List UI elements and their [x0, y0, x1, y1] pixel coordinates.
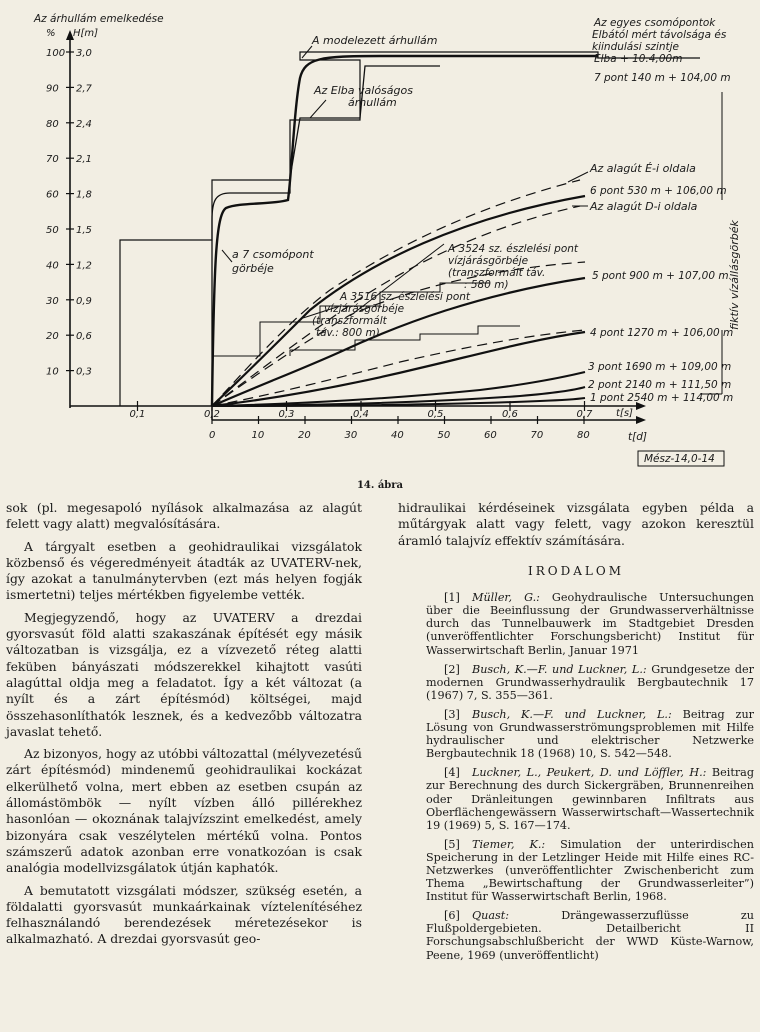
- reference-text: Beitrag zur Berechnung des durch Sickergräben, Brunnenreihen oder Dränleitungen gewinnbaren Infiltrats aus Oberflächengewässern Wasserwirtschaft—Wassertechnik 19 (1969) 5, S. 167—174.: [426, 766, 754, 832]
- reference-item: [398, 838, 754, 903]
- elba-wave-label-2: árhullám: [348, 96, 397, 109]
- y-tick-label-percent: 30: [46, 295, 59, 307]
- well3516-label-2: vízjárásgörbéje: [324, 303, 405, 315]
- elba-real-wave: [212, 66, 440, 406]
- leader-elba: [310, 100, 326, 118]
- well3516-label-4: táv.: 800 m): [316, 327, 380, 339]
- well3516-label-1: A 3516 sz. észlelési pont: [340, 291, 471, 303]
- point-label: 5 pont 900 m + 107,00 m: [592, 270, 729, 282]
- y-tick-label-height: 0,6: [76, 331, 92, 343]
- x-tick-label-time: 0,3: [278, 409, 295, 420]
- y-tick-label-height: 2,7: [76, 83, 92, 95]
- x-tick-label-time: 0,4: [353, 409, 369, 420]
- top-right-note-4: Elba + 10.4,00m: [594, 53, 683, 65]
- x-tick-label-days: 20: [298, 430, 311, 441]
- well3524-label-3: (transzformált táv.: [448, 267, 546, 279]
- figure-caption: 14. ábra: [356, 480, 404, 491]
- y-tick-label-percent: 40: [46, 260, 59, 272]
- reference-text: Grundgesetze der modernen Grundwasserhydraulik Bergbautechnik 17 (1967) 7, S. 355—361.: [426, 662, 754, 702]
- figure-code: Mész-14,0-14: [644, 453, 715, 465]
- node-curve-label-1: a 7 csomópont: [232, 248, 314, 261]
- well3524-curve: [212, 262, 585, 406]
- top-right-note-3: kiindulási szintje: [592, 41, 680, 53]
- reference-number: [1]: [444, 591, 460, 605]
- well3524-label-2: vízjárásgörbéje: [448, 255, 529, 267]
- model-wave-label: A modelezett árhullám: [312, 34, 438, 47]
- well3524-label-4: : 580 m): [464, 279, 509, 291]
- x-tick-label-days: 10: [251, 430, 265, 441]
- x-tick-label-days: 80: [577, 430, 590, 441]
- paragraph: A bemutatott vizsgálati módszer, szükség esetén, a földalatti gyorsvasút munkaárkainak víztelenítéséhez felhasználandó berendezések méretezésekor is alkalmazható. A drezdai gyorsvasút geo-: [6, 882, 362, 947]
- tunnel-south-label: Az alagút D-i oldala: [590, 200, 698, 213]
- x-tick-label-days: 70: [530, 430, 544, 441]
- y-tick-label-height: 1,8: [76, 189, 92, 201]
- node-curve-label-2: görbéje: [232, 262, 274, 275]
- y-unit-percent: %: [46, 28, 56, 39]
- reference-item: [398, 909, 754, 961]
- x-unit-days: t[d]: [628, 431, 647, 443]
- modelled-wave-7-curve: [212, 56, 598, 406]
- right-column: [398, 500, 754, 968]
- reference-number: [3]: [444, 707, 460, 721]
- elba-step-hydrograph: [120, 52, 700, 406]
- reference-item: [398, 591, 754, 656]
- paragraph: A tárgyalt esetben a geohidraulikai vizsgálatok közbenső és végeredményeit átadták az UVATERV-nek, így azokat a tanulmánytervben (ezt más helyen fogják ismertetni) teljes mértékben figyelembe vették.: [6, 538, 362, 603]
- reference-list: [398, 591, 754, 961]
- reference-authors: Tiemer, K.:: [472, 837, 546, 851]
- point-labels: [588, 72, 733, 404]
- x-tick-label-time: 0,2: [204, 409, 220, 420]
- y-tick-label-percent: 70: [46, 154, 59, 166]
- y-tick-label-percent: 100: [46, 48, 66, 59]
- y-tick-label-percent: 60: [46, 189, 59, 201]
- reference-number: [4]: [444, 766, 460, 780]
- y-tick-label-height: 1,2: [76, 260, 92, 272]
- paragraph: Megjegyzendő, hogy az UVATERV a drezdai gyorsvasút föld alatti szakaszának építését egy másik változatban is vizsgálja, ez a vízvezető réteg alatti feküben bányászati módszerekkel kihajtott vasúti alagúttal oldja meg a feladatot. Így a két változat (a nyílt és a zárt építésmód) költségei, majd összehasonlíthatók lesznek, és a kedvezőbb változatra javaslat tehető.: [6, 609, 362, 739]
- elba-wave-label-1: Az Elba valóságos: [314, 84, 413, 97]
- y-axis-title: Az árhullám emelkedése: [34, 13, 164, 25]
- x-tick-label-time: 0,7: [576, 409, 593, 420]
- x-axis-days-arrow: [636, 416, 646, 424]
- reference-number: [2]: [444, 662, 460, 676]
- x-unit-time: t[s]: [616, 408, 633, 419]
- well3516-label-3: (transzformált: [312, 315, 387, 327]
- x-tick-label-days: 30: [344, 430, 358, 441]
- y-tick-label-percent: 20: [46, 331, 59, 343]
- reference-text: Beitrag zur Lösung von Grundwasserströmungsproblemen mit Hilfe hydraulischer und elektrischer Netzwerke Bergbautechnik 18 (1968) 10, S. 542—548.: [426, 707, 754, 761]
- x-tick-label-days: 60: [484, 430, 497, 441]
- paragraph: sok (pl. megesapoló nyílások alkalmazása az alagút felett vagy alatt) megvalósítására.: [6, 500, 362, 532]
- figure-14: [0, 0, 760, 470]
- reference-authors: Busch, K.—F. und Luckner, L.:: [472, 662, 647, 676]
- reference-authors: Busch, K.—F. und Luckner, L.:: [472, 707, 672, 721]
- y-unit-height: H[m]: [73, 28, 99, 39]
- reference-text: Geohydraulische Untersuchungen über die Beeinflussung der Grundwasserverhältnisse durch das Tunnelbauwerk im Stadtgebiet Dresden (unveröffentlichter Forschungsbericht) Institut für Wasserwirtschaft Berlin, Januar 1971: [426, 591, 755, 657]
- y-tick-label-height: 3,0: [76, 48, 92, 59]
- x-tick-label-time: 0,5: [427, 409, 444, 420]
- point-label: 1 pont 2540 m + 114,00 m: [590, 392, 734, 404]
- y-tick-label-height: 0,9: [76, 295, 92, 307]
- references-title: IRODALOM: [528, 563, 624, 578]
- y-tick-label-height: 2,4: [76, 118, 92, 130]
- reference-text: Simulation der unterirdischen Speicherung in der Letzlinger Heide mit Hilfe eines RC-Netzwerkes (unveröffentlichter Zwischenbericht zum Thema „Bewirtschaftung der Grundwasserleiter”) Institut für Wasserwirtschaft Berlin, 1968.: [426, 837, 754, 904]
- leader-node7: [222, 250, 232, 262]
- reference-number: [6]: [444, 909, 460, 923]
- reference-authors: Müller, G.:: [472, 591, 540, 605]
- x-tick-label-days: 0: [209, 430, 216, 441]
- x-tick-label-time: 0,1: [129, 409, 146, 420]
- x-tick-label-time: 0,6: [502, 409, 518, 420]
- x-ticks: [130, 401, 594, 441]
- reference-item: [398, 766, 754, 831]
- y-tick-label-height: 0,3: [76, 366, 92, 378]
- reference-authors: Quast:: [472, 909, 510, 923]
- reference-item: [398, 663, 754, 702]
- top-right-note-1: Az egyes csomópontok: [594, 17, 716, 29]
- y-tick-label-percent: 50: [46, 225, 59, 236]
- fictive-curves-label: fiktív vízállásgörbék: [728, 220, 741, 330]
- reference-authors: Luckner, L., Peukert, D. und Löffler, H.:: [472, 766, 707, 780]
- point-label: 3 pont 1690 m + 109,00 m: [588, 361, 732, 373]
- y-tick-label-percent: 90: [46, 83, 59, 95]
- y-tick-label-height: 2,1: [76, 154, 92, 166]
- top-right-note-2: Elbától mért távolsága és: [592, 29, 727, 41]
- point-label: 2 pont 2140 m + 111,50 m: [588, 379, 732, 391]
- paragraph: Az bizonyos, hogy az utóbbi változattal (mélyvezetésű zárt építésmód) mindenemű geohidraulikai kockázat elkerülhető volna, mert ebben az esetben csupán az állomástömbök — nyílt vízben álló pillérekhez hasonlóan — okoznának talajvízszint emelkedést, amely bizonyára csak veszélytelen mértékű volna. Pontos számszerű adatok azonban erre vonatkozóan is csak analógia modellvizsgálatok útján kaphatók.: [6, 746, 362, 876]
- y-tick-label-percent: 10: [46, 366, 59, 378]
- reference-item: [398, 708, 754, 760]
- well3524-label-1: A 3524 sz. észlelési pont: [448, 243, 579, 255]
- point-label: 4 pont 1270 m + 106,00 m: [590, 327, 734, 339]
- y-tick-label-height: 1,5: [76, 225, 92, 236]
- point-label: 7 pont 140 m + 104,00 m: [594, 72, 731, 84]
- paragraph: hidraulikai kérdéseinek vizsgálata egyben példa a műtárgyak alatt vagy felett, vagy azokon keresztül áramló talajvíz effektív számítására.: [398, 500, 754, 548]
- x-tick-label-days: 50: [437, 430, 451, 441]
- x-tick-label-days: 40: [391, 430, 404, 441]
- y-tick-label-percent: 80: [46, 118, 59, 130]
- point-label: 6 pont 530 m + 106,00 m: [590, 185, 727, 197]
- left-column: [6, 500, 362, 954]
- tunnel-east-label: Az alagút É-i oldala: [590, 162, 696, 175]
- reference-number: [5]: [444, 837, 460, 851]
- reference-text: Drängewasserzuflüsse zu Flußpoldergebieten. Detailbericht II Forschungsabschlußbericht der WWD Küste-Warnow, Peene, 1969 (unveröffentlicht): [426, 909, 754, 962]
